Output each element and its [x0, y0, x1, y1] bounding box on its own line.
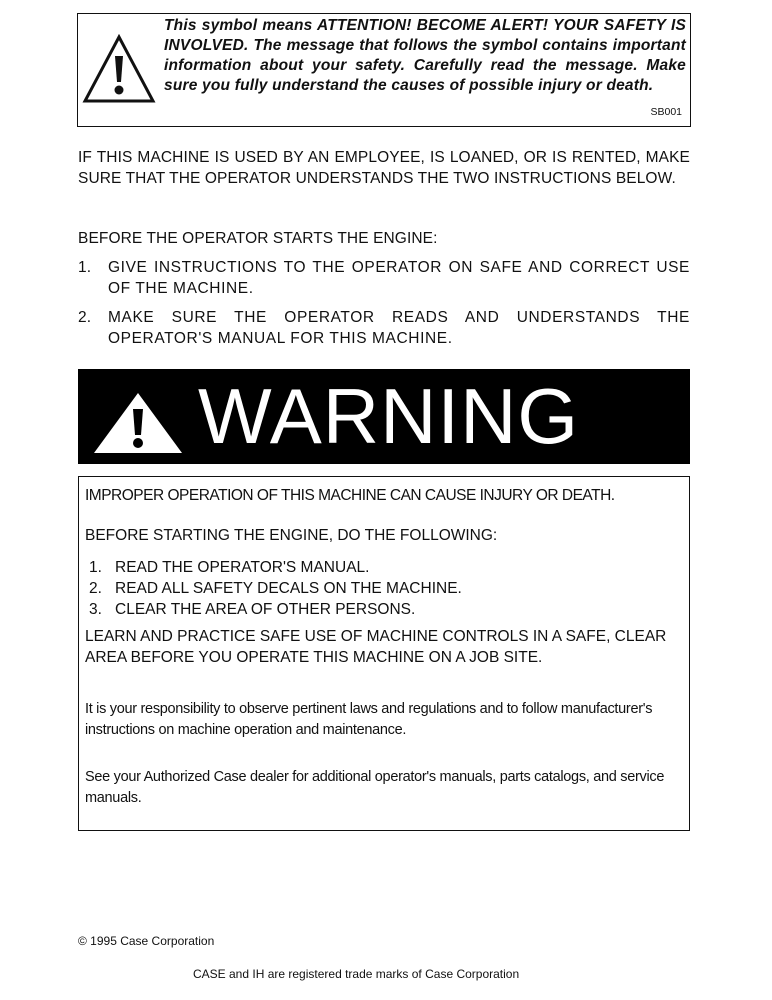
before-starting-heading: BEFORE STARTING THE ENGINE, DO THE FOLLOWING:: [85, 527, 498, 544]
alert-triangle-icon: [82, 34, 156, 104]
warning-title: WARNING: [198, 372, 580, 460]
list-item-text: GIVE INSTRUCTIONS TO THE OPERATOR ON SAFE AND CORRECT USE OF THE MACHINE.: [108, 259, 690, 297]
injury-warning-line: IMPROPER OPERATION OF THIS MACHINE CAN CAUSE INJURY OR DEATH.: [85, 487, 615, 504]
list-item-text: MAKE SURE THE OPERATOR READS AND UNDERSTANDS THE OPERATOR'S MANUAL FOR THIS MACHINE.: [108, 309, 690, 347]
starting-steps-list: [89, 557, 687, 620]
responsibility-paragraph: It is your responsibility to observe pertinent laws and regulations and to follow manufacturer's instructions on machine operation and maintenance.: [85, 701, 653, 738]
operator-instructions-list: [78, 257, 690, 357]
list-item: [89, 599, 687, 620]
list-item: [78, 307, 690, 349]
dealer-paragraph: See your Authorized Case dealer for additional operator's manuals, parts catalogs, and service manuals.: [85, 769, 665, 806]
list-item-number: 3.: [89, 601, 102, 618]
list-item-number: 2.: [78, 309, 92, 326]
list-item: [89, 578, 687, 599]
warning-triangle-icon: [92, 391, 184, 455]
list-item: [89, 557, 687, 578]
list-item: [78, 257, 690, 299]
alert-notice-text: This symbol means ATTENTION! BECOME ALERT! YOUR SAFETY IS INVOLVED. The message that follows the symbol contains important information about your safety. Carefully read the message. Make sure you fully understand the causes of possible injury or death.: [164, 17, 686, 94]
list-item-text: CLEAR THE AREA OF OTHER PERSONS.: [115, 601, 416, 618]
alert-notice-code: SB001: [650, 106, 682, 118]
list-item-number: 1.: [78, 259, 92, 276]
list-item-number: 2.: [89, 580, 102, 597]
before-engine-heading: BEFORE THE OPERATOR STARTS THE ENGINE:: [78, 230, 438, 247]
practice-paragraph: LEARN AND PRACTICE SAFE USE OF MACHINE CONTROLS IN A SAFE, CLEAR AREA BEFORE YOU OPERATE THIS MACHINE ON A JOB SITE.: [85, 628, 667, 666]
list-item-text: READ ALL SAFETY DECALS ON THE MACHINE.: [115, 580, 462, 597]
warning-info-box: [78, 476, 690, 831]
warning-banner: [78, 369, 690, 464]
trademark-notice: CASE and IH are registered trade marks of Case Corporation: [193, 967, 520, 981]
list-item-number: 1.: [89, 559, 102, 576]
intro-paragraph: IF THIS MACHINE IS USED BY AN EMPLOYEE, IS LOANED, OR IS RENTED, MAKE SURE THAT THE OPERATOR UNDERSTANDS THE TWO INSTRUCTIONS BELOW.: [78, 149, 690, 187]
safety-alert-notice: [77, 13, 691, 127]
list-item-text: READ THE OPERATOR'S MANUAL.: [115, 559, 370, 576]
copyright-notice: © 1995 Case Corporation: [78, 934, 215, 948]
